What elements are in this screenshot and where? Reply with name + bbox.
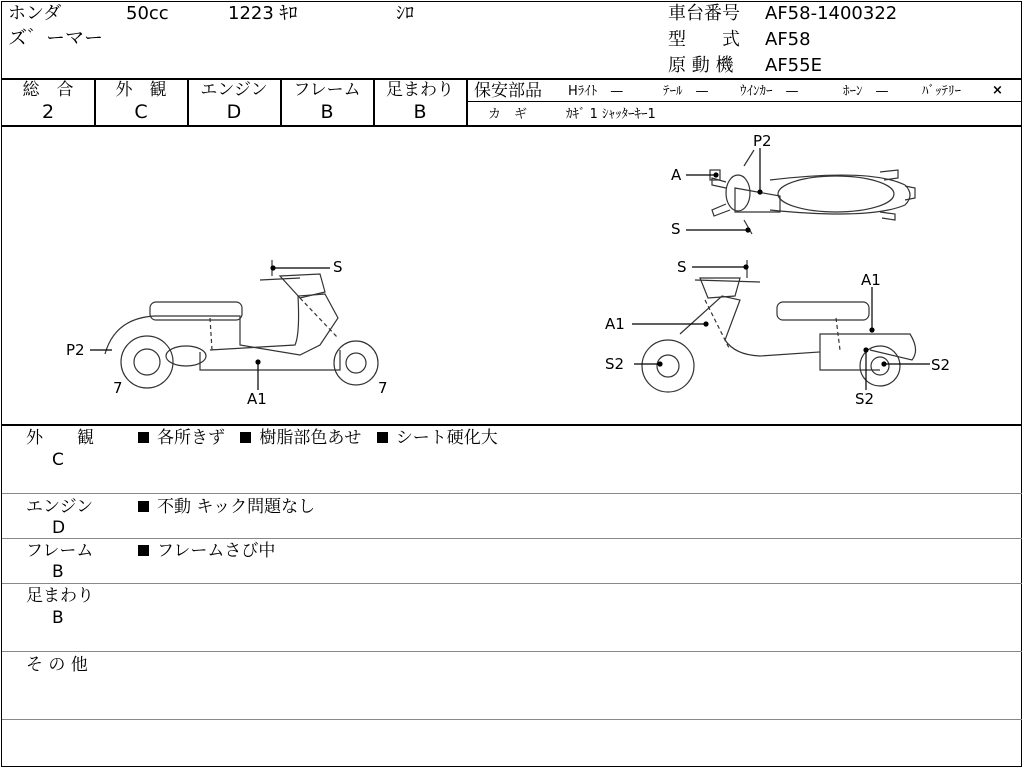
frame-no-label: 車台番号 [668,3,740,24]
safety-headlight: Hﾗｲﾄ — [568,84,624,99]
scooter-top-view [710,150,915,234]
grade-exterior-value: C [134,101,148,123]
safety-battery: ﾊﾞｯﾃﾘｰ [922,84,961,99]
remark-item: 各所きず [157,428,225,448]
key-value: ｶｷﾞ 1 ｼｬｯﾀｰｷｰ1 [566,107,656,122]
remark-item: フレームさび中 [157,541,276,561]
color: ｼﾛ [396,3,414,24]
label-7-right: 7 [378,379,388,397]
label-a-top: A [671,166,682,184]
label-a1-right-top: A1 [861,271,881,289]
model-name: ズ゛ーマー [8,27,104,49]
grade-suspension-label: 足まわり [386,80,454,100]
grade-engine-value: D [226,101,242,123]
remark-engine-items [138,497,325,517]
remark-suspension-grade: B [52,608,64,628]
displacement: 50cc [126,3,169,24]
grade-engine-label: エンジン [200,80,268,100]
label-p2-left: P2 [66,341,85,359]
frame-no: AF58-1400322 [765,3,898,24]
label-a1-right-mid: A1 [605,315,625,333]
safety-horn: ﾎｰﾝ — [843,84,889,99]
remark-item: 樹脂部色あせ [259,428,362,448]
grade-total-value: 2 [41,101,55,123]
label-s2-right-right: S2 [931,356,951,374]
bullet-icon [138,501,149,512]
scooter-diagrams [0,126,1024,424]
remark-frame-label: フレーム [26,541,94,561]
grade-exterior-label: 外 観 [115,80,167,100]
remark-exterior-label: 外 観 [26,428,94,448]
remark-suspension-label: 足まわり [26,586,94,606]
bullet-icon [377,432,388,443]
label-a1-left: A1 [247,390,267,408]
bullet-icon [240,432,251,443]
bullet-icon [138,432,149,443]
engine-label: 原 動 機 [668,55,734,76]
remark-exterior-items [138,428,508,448]
diagram-bottom-line [2,424,1022,426]
type-value: AF58 [765,29,811,50]
bullet-icon [138,545,149,556]
key-label: カ ギ [488,107,528,122]
mileage: 1223 ｷﾛ [228,3,298,24]
remark-frame-grade: B [52,562,64,582]
safety-winker: ｳｲﾝｶｰ — [740,84,799,99]
label-s-top: S [671,220,681,238]
label-s2-right-bottom: S2 [855,390,875,408]
safety-battery-mark: × [992,83,1003,98]
safety-label: 保安部品 [474,81,542,101]
remark-engine-grade: D [52,518,66,538]
grade-suspension-value: B [413,101,427,123]
label-s-right: S [677,258,687,276]
maker: ホンダ [8,3,62,24]
remark-item: シート硬化大 [395,428,498,448]
label-7-left: 7 [113,379,123,397]
remark-exterior-grade: C [52,450,64,470]
grade-total-label: 総 合 [22,80,74,100]
grade-frame-label: フレーム [293,80,361,100]
scooter-left-view [105,260,378,388]
safety-tail: ﾃｰﾙ — [663,84,709,99]
grade-frame-value: B [320,101,334,123]
remark-item: 不動 キック問題なし [157,497,316,517]
type-label: 型 式 [668,29,740,50]
label-s-left: S [333,258,343,276]
label-p2-top: P2 [753,132,772,150]
remark-other-label: そ の 他 [26,655,88,675]
remark-engine-label: エンジン [26,497,94,517]
label-s2-right-left: S2 [605,355,625,373]
engine-value: AF55E [765,55,822,76]
remark-frame-items [138,541,285,561]
